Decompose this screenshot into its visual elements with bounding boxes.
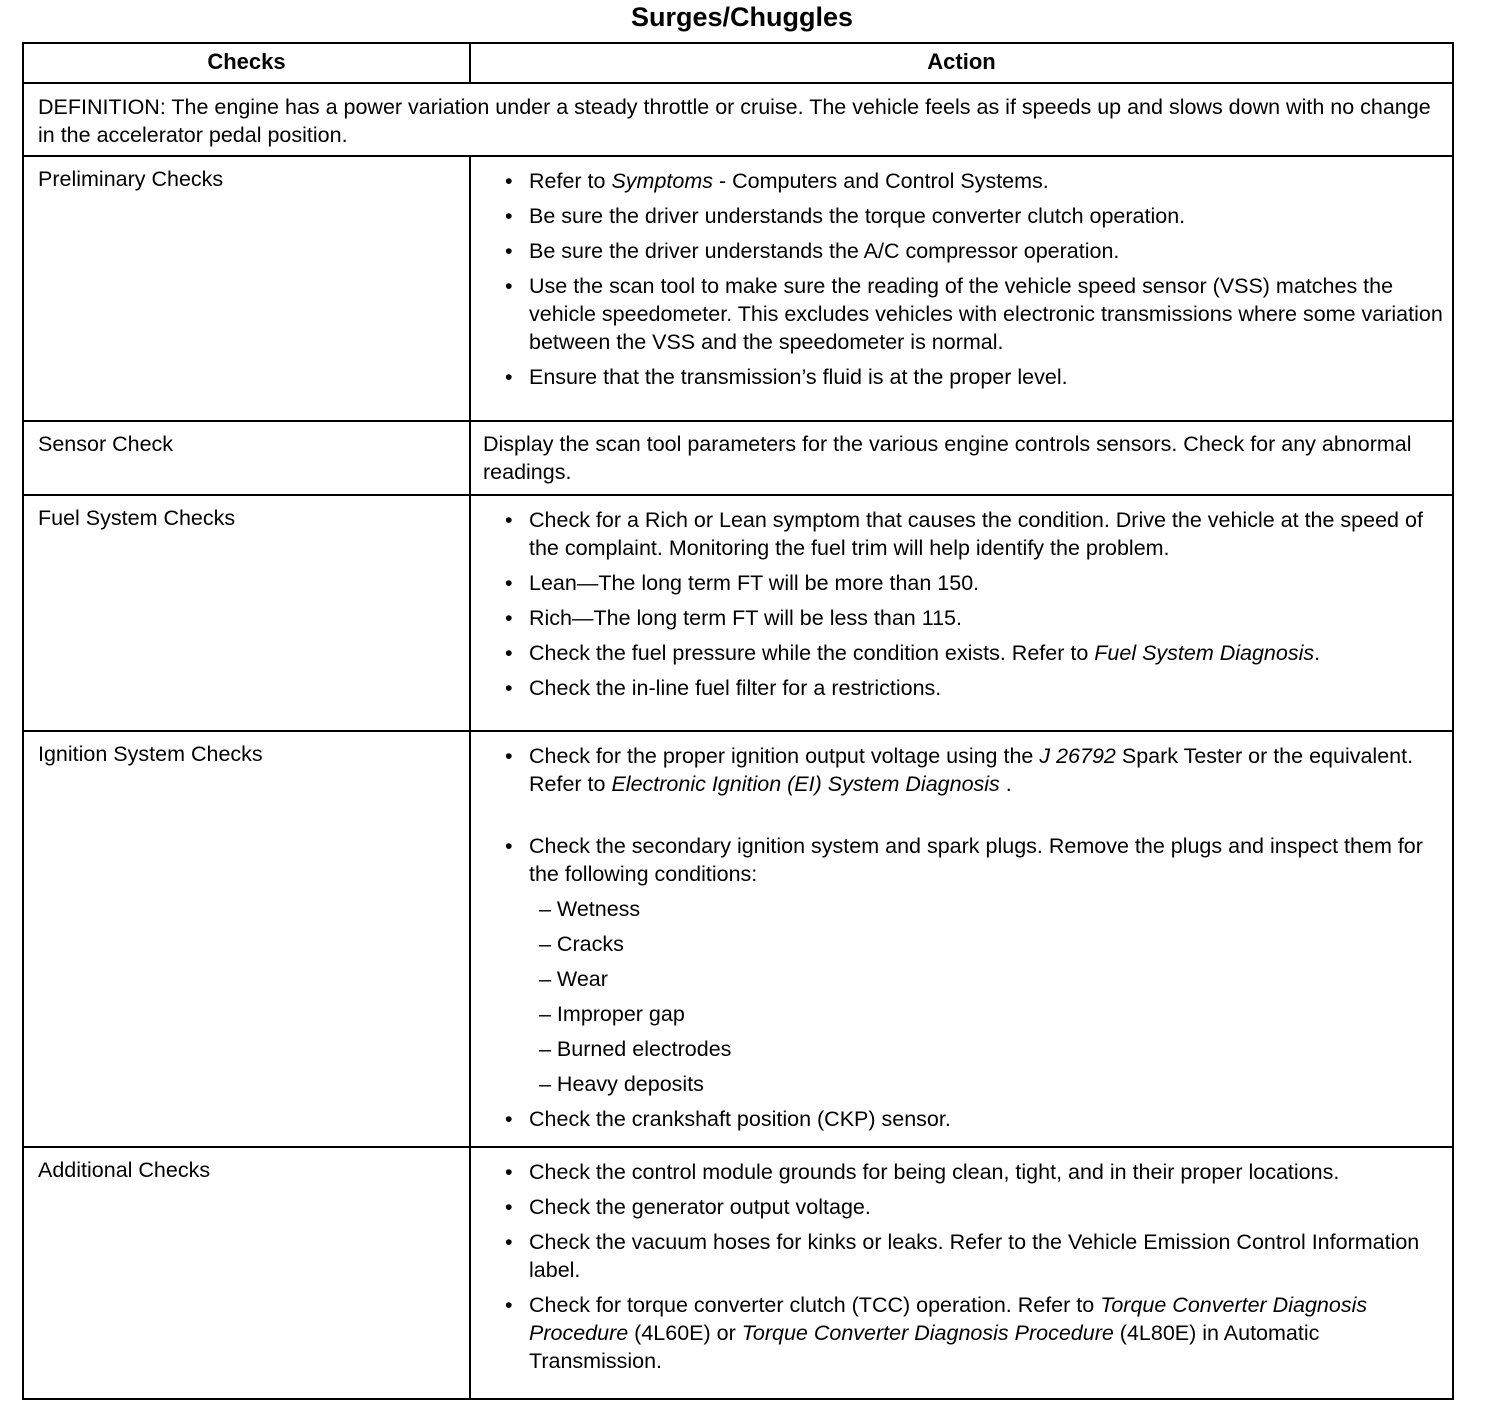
item-text: Refer to xyxy=(529,169,612,193)
sub-list-item: – Burned electrodes xyxy=(539,1037,732,1061)
table-row xyxy=(23,421,1453,495)
item-text: Be sure the driver understands the A/C compressor operation. xyxy=(529,239,1120,263)
list-item xyxy=(529,569,1446,597)
table-row xyxy=(23,495,1453,731)
list-item xyxy=(529,1291,1446,1375)
definition-row xyxy=(23,83,1453,156)
item-text: Check for torque converter clutch (TCC) operation. Refer to xyxy=(529,1293,1101,1317)
action-list xyxy=(471,732,1452,1146)
reference-text: Torque Converter Diagnosis Procedure xyxy=(741,1321,1114,1345)
item-text: - Computers and Control Systems. xyxy=(713,169,1049,193)
sub-list-item: – Cracks xyxy=(539,932,624,956)
action-list xyxy=(471,1148,1452,1388)
table-row xyxy=(23,156,1453,421)
list-item xyxy=(529,1158,1446,1186)
list-item xyxy=(529,237,1446,265)
check-label: Sensor Check xyxy=(23,421,470,495)
item-text: Spark Tester or the equivalent. Refer to xyxy=(529,744,1414,796)
check-label: Additional Checks xyxy=(23,1147,470,1399)
list-item xyxy=(529,202,1446,230)
item-text: Check the vacuum hoses for kinks or leaks. Refer to the Vehicle Emission Control Information label. xyxy=(529,1230,1420,1282)
action-cell xyxy=(470,731,1453,1147)
definition-text: DEFINITION: The engine has a power variation under a steady throttle or cruise. The vehicle feels as if speeds up and slows down with no change in the accelerator pedal position. xyxy=(23,83,1453,156)
sub-list-item: – Improper gap xyxy=(539,1002,685,1026)
reference-text: J 26792 xyxy=(1039,744,1116,768)
item-text: Check the fuel pressure while the condition exists. Refer to xyxy=(529,641,1095,665)
action-list xyxy=(471,496,1452,715)
list-item xyxy=(529,604,1446,632)
action-header: Action xyxy=(470,43,1453,83)
table-row xyxy=(23,1147,1453,1399)
list-item xyxy=(529,1105,1446,1133)
action-cell xyxy=(470,421,1453,495)
table-header-row xyxy=(23,43,1453,83)
item-text: Rich—The long term FT will be less than 115. xyxy=(529,606,962,630)
item-text: Check for the proper ignition output voltage using the xyxy=(529,744,1040,768)
item-text: (4L60E) or xyxy=(628,1321,742,1345)
reference-text: Electronic Ignition (EI) System Diagnosis xyxy=(611,772,1000,796)
sub-list-item: – Wetness xyxy=(539,897,641,921)
table-row xyxy=(23,731,1453,1147)
check-label: Ignition System Checks xyxy=(23,731,470,1147)
check-label: Fuel System Checks xyxy=(23,495,470,731)
item-text: Check the secondary ignition system and spark plugs. Remove the plugs and inspect them for the following conditions: xyxy=(529,834,1423,886)
reference-text: Torque Converter Diagnosis Procedure xyxy=(529,1293,1368,1345)
list-item xyxy=(529,742,1446,798)
item-text: Check the crankshaft position (CKP) sensor. xyxy=(529,1107,951,1131)
item-text: Lean—The long term FT will be more than 150. xyxy=(529,571,980,595)
item-text: Check the in-line fuel filter for a restrictions. xyxy=(529,676,942,700)
action-text: Display the scan tool parameters for the various engine controls sensors. Check for any abnormal readings. xyxy=(483,432,1412,484)
list-item xyxy=(529,832,1446,1098)
sub-list-item: – Heavy deposits xyxy=(539,1072,704,1096)
item-text: Check the generator output voltage. xyxy=(529,1195,871,1219)
list-item xyxy=(529,639,1446,667)
reference-text: Fuel System Diagnosis xyxy=(1094,641,1315,665)
reference-text: Symptoms xyxy=(611,169,714,193)
sub-list-item: – Wear xyxy=(539,967,608,991)
item-text: Ensure that the transmission’s fluid is at the proper level. xyxy=(529,365,1068,389)
item-text: Check for a Rich or Lean symptom that causes the condition. Drive the vehicle at the speed of the complaint. Monitoring the fuel trim will help identify the problem. xyxy=(529,508,1423,560)
check-label: Preliminary Checks xyxy=(23,156,470,421)
list-item xyxy=(529,1193,1446,1221)
item-text: . xyxy=(1314,641,1321,665)
checks-header: Checks xyxy=(23,43,470,83)
list-item xyxy=(529,167,1446,195)
page-title: Surges/Chuggles xyxy=(630,2,854,32)
action-cell xyxy=(470,1147,1453,1399)
item-text: (4L80E) in Automatic Transmission. xyxy=(529,1321,1320,1373)
action-cell xyxy=(470,156,1453,421)
list-item xyxy=(529,1228,1446,1284)
action-list xyxy=(471,157,1452,404)
item-text: Be sure the driver understands the torque converter clutch operation. xyxy=(529,204,1186,228)
item-text: Use the scan tool to make sure the reading of the vehicle speed sensor (VSS) matches the vehicle speedometer. This excludes vehicles with electronic transmissions where some variation between the VSS and the speedometer is normal. xyxy=(529,274,1443,354)
item-text: Check the control module grounds for being clean, tight, and in their proper locations. xyxy=(529,1160,1340,1184)
list-item xyxy=(529,363,1446,391)
list-item xyxy=(529,506,1446,562)
list-item xyxy=(529,272,1446,356)
list-item xyxy=(529,674,1446,702)
item-text: . xyxy=(999,772,1012,796)
action-cell xyxy=(470,495,1453,731)
diagnostic-table xyxy=(22,42,1454,1400)
